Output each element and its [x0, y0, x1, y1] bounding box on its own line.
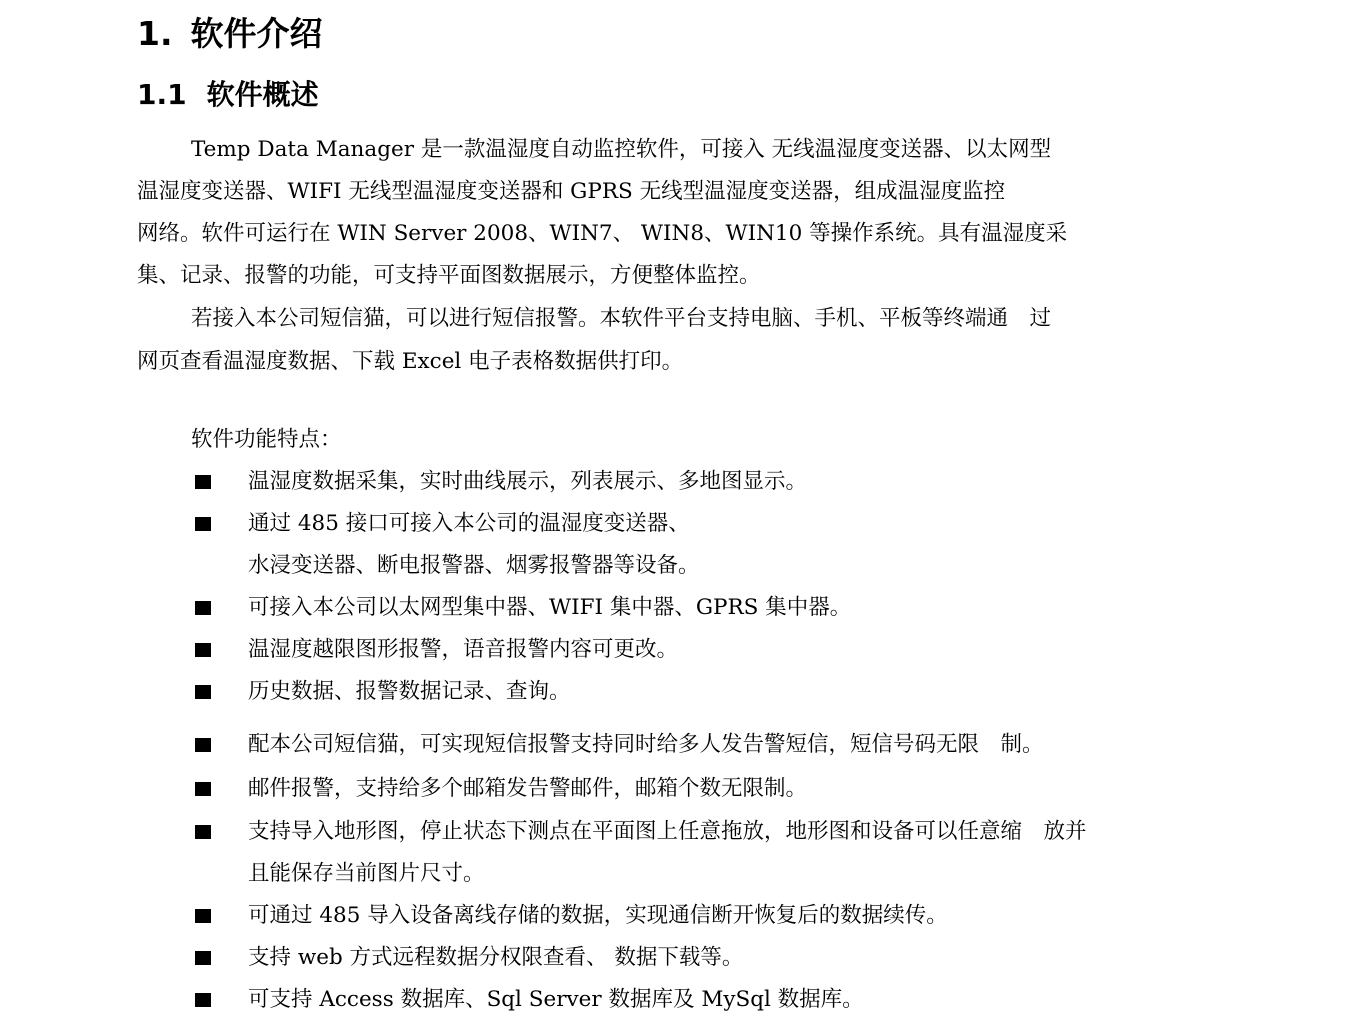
list-item-text: 温湿度数据采集，实时曲线展示，列表展示、多地图显示。: [248, 469, 808, 494]
heading-1-number: 1.: [137, 14, 173, 53]
square-bullet-icon: [195, 517, 211, 531]
list-item-text: 可接入本公司以太网型集中器、WIFI 集中器、GPRS 集中器。: [248, 595, 852, 620]
list-item-text: 配本公司短信猫，可实现短信报警支持同时给多人发告警短信，短信号码无限 制。: [248, 732, 1044, 757]
square-bullet-icon: [195, 993, 211, 1007]
heading-2-title: 软件概述: [206, 78, 319, 111]
heading-2: [137, 76, 319, 114]
square-bullet-icon: [195, 825, 211, 839]
list-item-text: 可支持 Access 数据库、Sql Server 数据库及 MySql 数据库。: [248, 987, 864, 1012]
square-bullet-icon: [195, 909, 211, 923]
list-item-text: 支持 web 方式远程数据分权限查看、 数据下载等。: [248, 945, 744, 970]
overview-paragraph-1-line-1: Temp Data Manager 是一款温湿度自动监控软件，可接入 无线温湿度变送器、以太网型: [191, 137, 1052, 162]
overview-paragraph-1-line-3: 网络。软件可运行在 WIN Server 2008、WIN7、 WIN8、WIN10 等操作系统。具有温湿度采: [137, 221, 1068, 246]
square-bullet-icon: [195, 643, 211, 657]
features-title: 软件功能特点：: [191, 427, 342, 452]
overview-paragraph-1-line-2: 温湿度变送器、WIFI 无线型温湿度变送器和 GPRS 无线型温湿度变送器，组成温湿度监控: [137, 179, 1006, 204]
heading-2-number: 1.1: [137, 78, 187, 111]
list-item-text: 支持导入地形图，停止状态下测点在平面图上任意拖放，地形图和设备可以任意缩 放并: [248, 819, 1087, 844]
square-bullet-icon: [195, 738, 211, 752]
list-item-text-continued: 水浸变送器、断电报警器、烟雾报警器等设备。: [248, 553, 700, 578]
list-item-text-continued: 且能保存当前图片尺寸。: [248, 861, 485, 886]
heading-1-title: 软件介绍: [190, 14, 323, 53]
square-bullet-icon: [195, 601, 211, 615]
list-item-text: 邮件报警，支持给多个邮箱发告警邮件，邮箱个数无限制。: [248, 776, 808, 801]
square-bullet-icon: [195, 782, 211, 796]
list-item-text: 通过 485 接口可接入本公司的温湿度变送器、: [248, 511, 690, 536]
square-bullet-icon: [195, 951, 211, 965]
overview-paragraph-2-line-2: 网页查看温湿度数据、下载 Excel 电子表格数据供打印。: [137, 349, 684, 374]
square-bullet-icon: [195, 475, 211, 489]
heading-1: [137, 14, 323, 54]
overview-paragraph-1-line-4: 集、记录、报警的功能，可支持平面图数据展示，方便整体监控。: [137, 263, 761, 288]
list-item-text: 温湿度越限图形报警，语音报警内容可更改。: [248, 637, 679, 662]
square-bullet-icon: [195, 685, 211, 699]
list-item-text: 历史数据、报警数据记录、查询。: [248, 679, 571, 704]
overview-paragraph-2-line-1: 若接入本公司短信猫，可以进行短信报警。本软件平台支持电脑、手机、平板等终端通 过: [191, 306, 1052, 331]
list-item-text: 可通过 485 导入设备离线存储的数据，实现通信断开恢复后的数据续传。: [248, 903, 948, 928]
